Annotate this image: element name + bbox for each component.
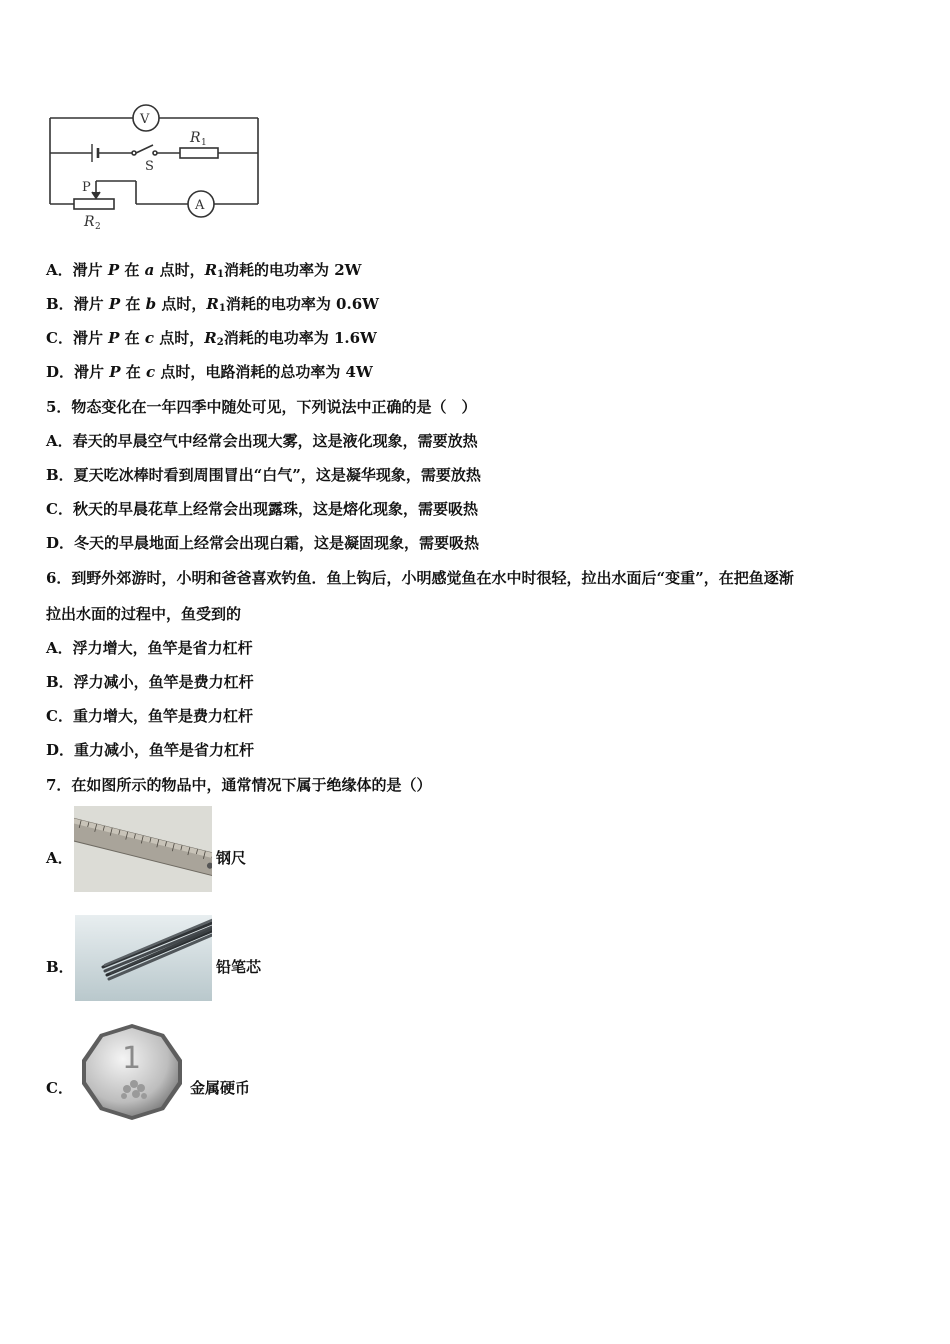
ammeter-label: A xyxy=(195,198,205,213)
q5-option-a: A．春天的早晨空气中经常会出现大雾，这是液化现象，需要放热 xyxy=(46,432,478,450)
q7-option-b-label: B． xyxy=(46,958,74,976)
coin-digit: 1 xyxy=(122,1041,142,1076)
r2-label: R xyxy=(84,214,95,230)
q7-option-a-text: 钢尺 xyxy=(216,849,247,867)
steel-ruler-image xyxy=(74,806,212,892)
q6-option-c: C．重力增大，鱼竿是费力杠杆 xyxy=(46,707,253,725)
q5-option-b: B．夏天吃冰棒时看到周围冒出“白气”，这是凝华现象，需要放热 xyxy=(46,466,481,484)
coin-image xyxy=(78,1022,186,1122)
q6-option-b: B．浮力减小，鱼竿是费力杠杆 xyxy=(46,673,254,691)
q4-option-d: D．滑片 P 在 c 点时，电路消耗的总功率为 4W xyxy=(46,363,373,381)
pencil-lead-image xyxy=(75,915,212,1001)
q6-option-d: D．重力减小，鱼竿是省力杠杆 xyxy=(46,741,255,759)
q6-option-a: A．浮力增大，鱼竿是省力杠杆 xyxy=(46,639,253,657)
q6-stem-line1: 6．到野外郊游时，小明和爸爸喜欢钓鱼．鱼上钩后，小明感觉鱼在水中时很轻，拉出水面后“变重”，在把鱼逐渐 xyxy=(46,569,794,587)
q7-option-c-label: C． xyxy=(46,1079,73,1097)
r2-sub: 2 xyxy=(95,222,101,232)
q7-option-a-label: A． xyxy=(46,849,73,867)
circuit-diagram xyxy=(40,98,270,238)
q5-option-c: C．秋天的早晨花草上经常会出现露珠，这是熔化现象，需要吸热 xyxy=(46,500,478,518)
q4-option-b: B．滑片 P 在 b 点时，$R_1$消耗的电功率为 0.6W xyxy=(46,295,379,314)
q4-option-a: A．滑片 P 在 a 点时，$R_1$消耗的电功率为 2W xyxy=(46,261,362,280)
q4-option-c: C．滑片 P 在 c 点时，$R_2$消耗的电功率为 1.6W xyxy=(46,329,377,348)
q7-option-c-text: 金属硬币 xyxy=(190,1079,251,1097)
r1-label: R xyxy=(190,130,201,146)
r1-sub: 1 xyxy=(201,138,207,148)
q7-option-b-text: 铅笔芯 xyxy=(216,958,262,976)
q5-option-d: D．冬天的早晨地面上经常会出现白霜，这是凝固现象，需要吸热 xyxy=(46,534,480,552)
voltmeter-label: V xyxy=(140,112,150,127)
q7-stem: 7．在如图所示的物品中，通常情况下属于绝缘体的是（） xyxy=(46,776,432,794)
q6-stem-line2: 拉出水面的过程中，鱼受到的 xyxy=(46,605,242,623)
slider-label: P xyxy=(82,180,91,195)
switch-label: S xyxy=(145,159,154,174)
q5-stem: 5．物态变化在一年四季中随处可见，下列说法中正确的是（ ） xyxy=(46,398,477,416)
